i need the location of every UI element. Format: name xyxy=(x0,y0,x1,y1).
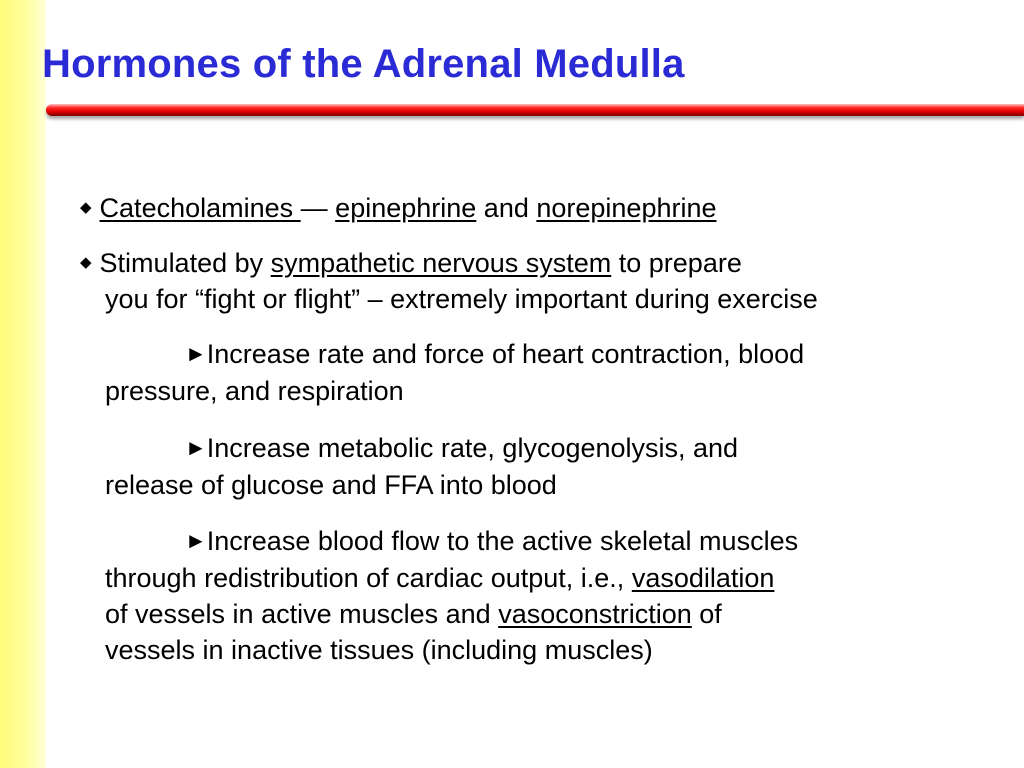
term-norepinephrine: norepinephrine xyxy=(536,193,717,223)
term-epinephrine: epinephrine xyxy=(335,193,477,223)
sub-bloodflow-line1 xyxy=(185,523,798,561)
term-sympathetic-nervous-system: sympathetic nervous system xyxy=(270,248,612,278)
diamond-bullet-icon: ◆ xyxy=(80,254,92,271)
sub-bloodflow-line3 xyxy=(105,596,722,632)
arrow-bullet-icon: ► xyxy=(185,528,207,553)
sub-bloodflow-line4: vessels in inactive tissues (including muscles) xyxy=(105,635,653,665)
sub-bloodflow-line3-text: of vessels in active muscles and xyxy=(105,599,499,629)
diamond-bullet-icon: ◆ xyxy=(80,199,92,216)
term-catecholamines: Catecholamines xyxy=(99,193,301,223)
and-text: and xyxy=(476,193,537,223)
term-vasoconstriction: vasoconstriction xyxy=(498,599,692,629)
sub-metabolic-text: Increase metabolic rate, glycogenolysis, and xyxy=(206,433,739,463)
sub-bloodflow-text: Increase blood flow to the active skeletal muscles xyxy=(206,526,799,556)
bullet-catecholamines xyxy=(80,190,717,231)
bullet-stimulated-line2: you for “fight or flight” – extremely important during exercise xyxy=(105,284,818,314)
sub-heart-line2: pressure, and respiration xyxy=(105,376,404,406)
slide-title: Hormones of the Adrenal Medulla xyxy=(42,42,685,86)
dash-text: — xyxy=(300,193,336,223)
stimulated-pre: Stimulated by xyxy=(99,248,271,278)
sub-heart-line1 xyxy=(185,336,804,374)
term-vasodilation: vasodilation xyxy=(631,563,775,593)
sub-heart-text: Increase rate and force of heart contraction, blood xyxy=(206,339,805,369)
sub-bloodflow-line3-post: of xyxy=(691,599,722,629)
stimulated-post: to prepare xyxy=(611,248,742,278)
arrow-bullet-icon: ► xyxy=(185,341,207,366)
sub-metabolic-line2: release of glucose and FFA into blood xyxy=(105,470,557,500)
bullet-stimulated xyxy=(80,245,742,286)
sub-bloodflow-line2 xyxy=(105,560,774,596)
arrow-bullet-icon: ► xyxy=(185,435,207,460)
sub-bloodflow-line2-text: through redistribution of cardiac output, i.e., xyxy=(105,563,632,593)
sub-metabolic-line1 xyxy=(185,430,738,468)
